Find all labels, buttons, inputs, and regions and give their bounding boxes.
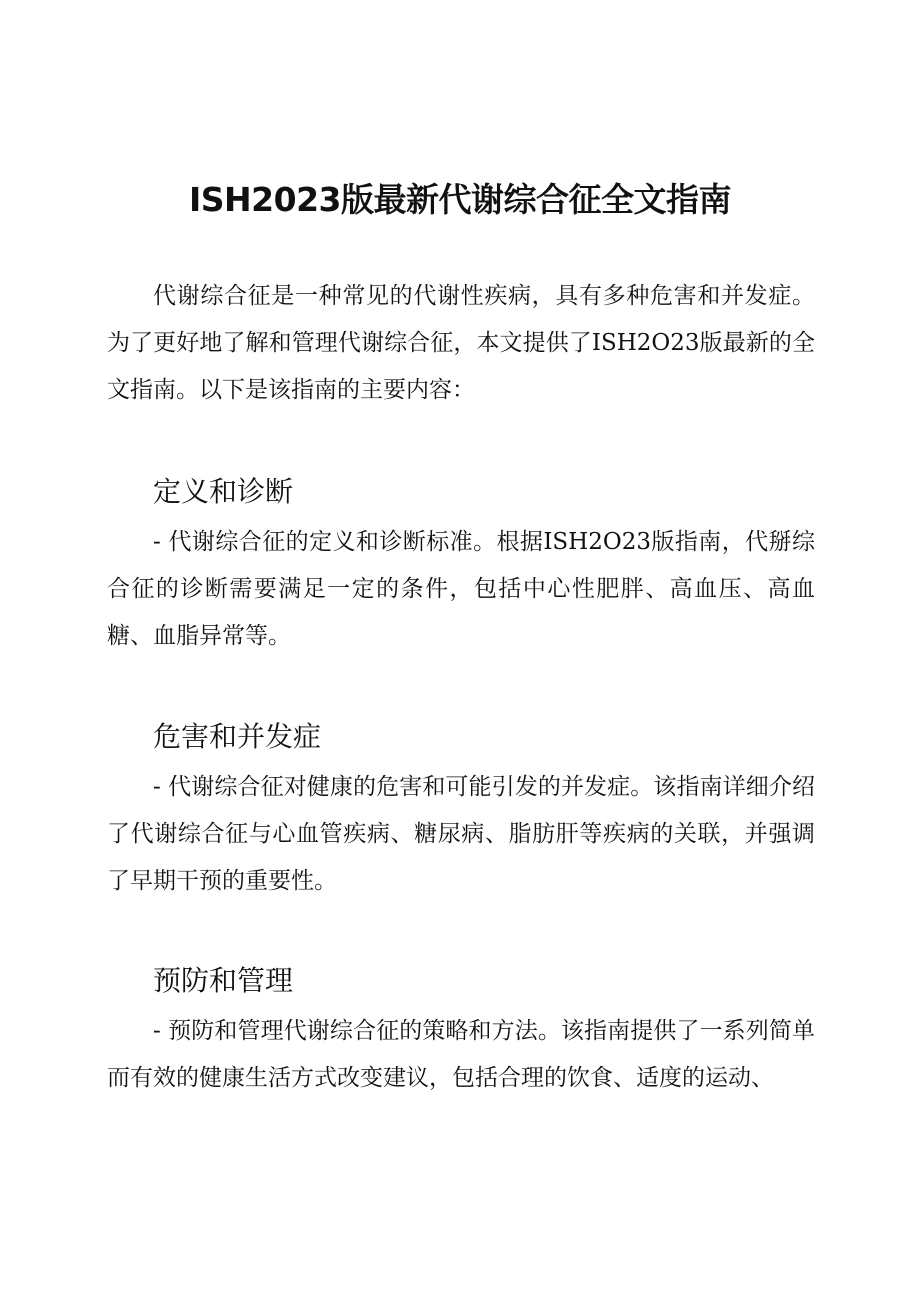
section-heading-harm: 危害和并发症 bbox=[153, 720, 322, 753]
section-body-definition: - 代谢综合征的定义和诊断标准。根据ISH2O23版指南，代掰综合征的诊断需要满足一定的条件，包括中心性肥胖、高血压、高血糖、血脂异常等。 bbox=[107, 529, 815, 649]
section-heading-definition: 定义和诊断 bbox=[153, 475, 294, 508]
document-title: ISH2023版最新代谢综合征全文指南 bbox=[188, 180, 731, 219]
section-body-harm: - 代谢综合征对健康的危害和可能引发的并发症。该指南详细介绍了代谢综合征与心血管疾病、糖尿病、脂肪肝等疾病的关联，并强调了早期干预的重要性。 bbox=[107, 774, 815, 894]
section-heading-prevention: 预防和管理 bbox=[153, 964, 294, 997]
section-body-prevention: - 预防和管理代谢综合征的策略和方法。该指南提供了一系列简单而有效的健康生活方式改变建议，包括合理的饮食、适度的运动、 bbox=[107, 1018, 815, 1091]
intro-paragraph: 代谢综合征是一种常见的代谢性疾病，具有多种危害和并发症。为了更好地了解和管理代谢综合征，本文提供了ISH2O23版最新的全文指南。以下是该指南的主要内容： bbox=[107, 283, 815, 403]
